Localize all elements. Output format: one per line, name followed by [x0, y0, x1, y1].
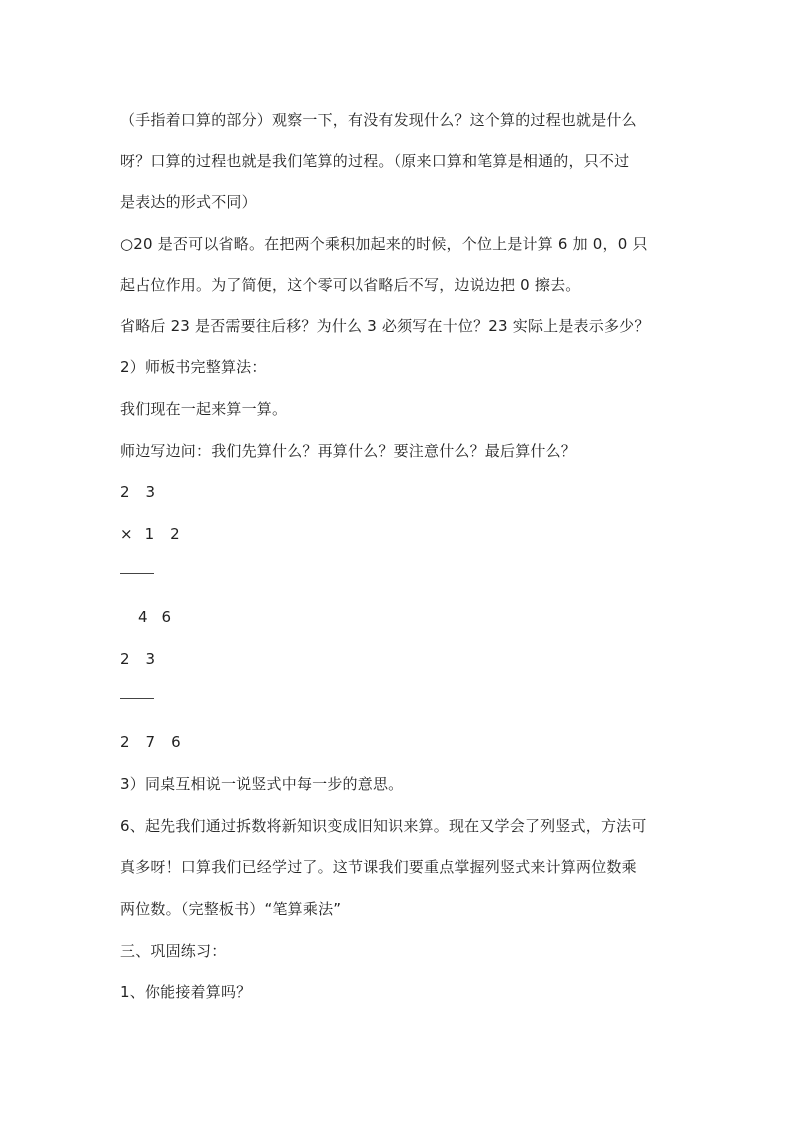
paragraph-line: 1、你能接着算吗？ — [120, 983, 252, 1001]
calc-row-multiplier — [120, 524, 180, 544]
calc-digit: 2 — [170, 525, 180, 543]
paragraph-line: 起占位作用。为了简便，这个零可以省略后不写，边说边把 0 擦去。 — [120, 276, 581, 294]
calc-divider-line — [120, 573, 154, 574]
paragraph-line: （手指着口算的部分）观察一下，有没有发现什么？这个算的过程也就是什么 — [120, 111, 637, 129]
calc-digit: 7 — [145, 733, 156, 751]
calc-row-multiplicand — [120, 482, 155, 502]
paragraph-line: 呀？口算的过程也就是我们笔算的过程。（原来口算和笔算是相通的，只不过 — [120, 152, 630, 170]
calc-times-sign: × — [120, 525, 133, 543]
calc-digit: 6 — [161, 608, 172, 626]
paragraph-line: 3）同桌互相说一说竖式中每一步的意思。 — [120, 775, 404, 793]
calc-row-partial-1 — [138, 607, 171, 627]
calc-digit: 1 — [144, 525, 155, 543]
paragraph-line: 省略后 23 是否需要往后移？为什么 3 必须写在十位？23 实际上是表示多少？ — [120, 317, 650, 335]
calc-row-product — [120, 732, 181, 752]
paragraph-line: 2）师板书完整算法： — [120, 358, 267, 376]
paragraph-line: 师边写边问：我们先算什么？再算什么？要注意什么？最后算什么？ — [120, 442, 577, 460]
calc-digit: 6 — [171, 733, 181, 751]
calc-digit: 3 — [145, 650, 156, 668]
calc-row-partial-2 — [120, 649, 155, 669]
paragraph-line: 是表达的形式不同） — [120, 193, 257, 211]
paragraph-line: 两位数。（完整板书）“笔算乘法” — [120, 900, 342, 918]
calc-digit: 2 — [120, 483, 130, 501]
paragraph-line: 我们现在一起来算一算。 — [120, 400, 288, 418]
calc-divider-line — [120, 698, 154, 699]
calc-digit: 3 — [145, 483, 156, 501]
calc-digit: 2 — [120, 733, 130, 751]
paragraph-line: 6、起先我们通过拆数将新知识变成旧知识来算。现在又学会了列竖式，方法可 — [120, 817, 647, 835]
calc-digit: 2 — [120, 650, 130, 668]
section-heading: 三、巩固练习： — [120, 942, 227, 960]
paragraph-line: ○20 是否可以省略。在把两个乘积加起来的时候，个位上是计算 6 加 0，0 只 — [120, 235, 648, 253]
calc-digit: 4 — [138, 608, 148, 626]
paragraph-line: 真多呀！口算我们已经学过了。这节课我们要重点掌握列竖式来计算两位数乘 — [120, 858, 637, 876]
